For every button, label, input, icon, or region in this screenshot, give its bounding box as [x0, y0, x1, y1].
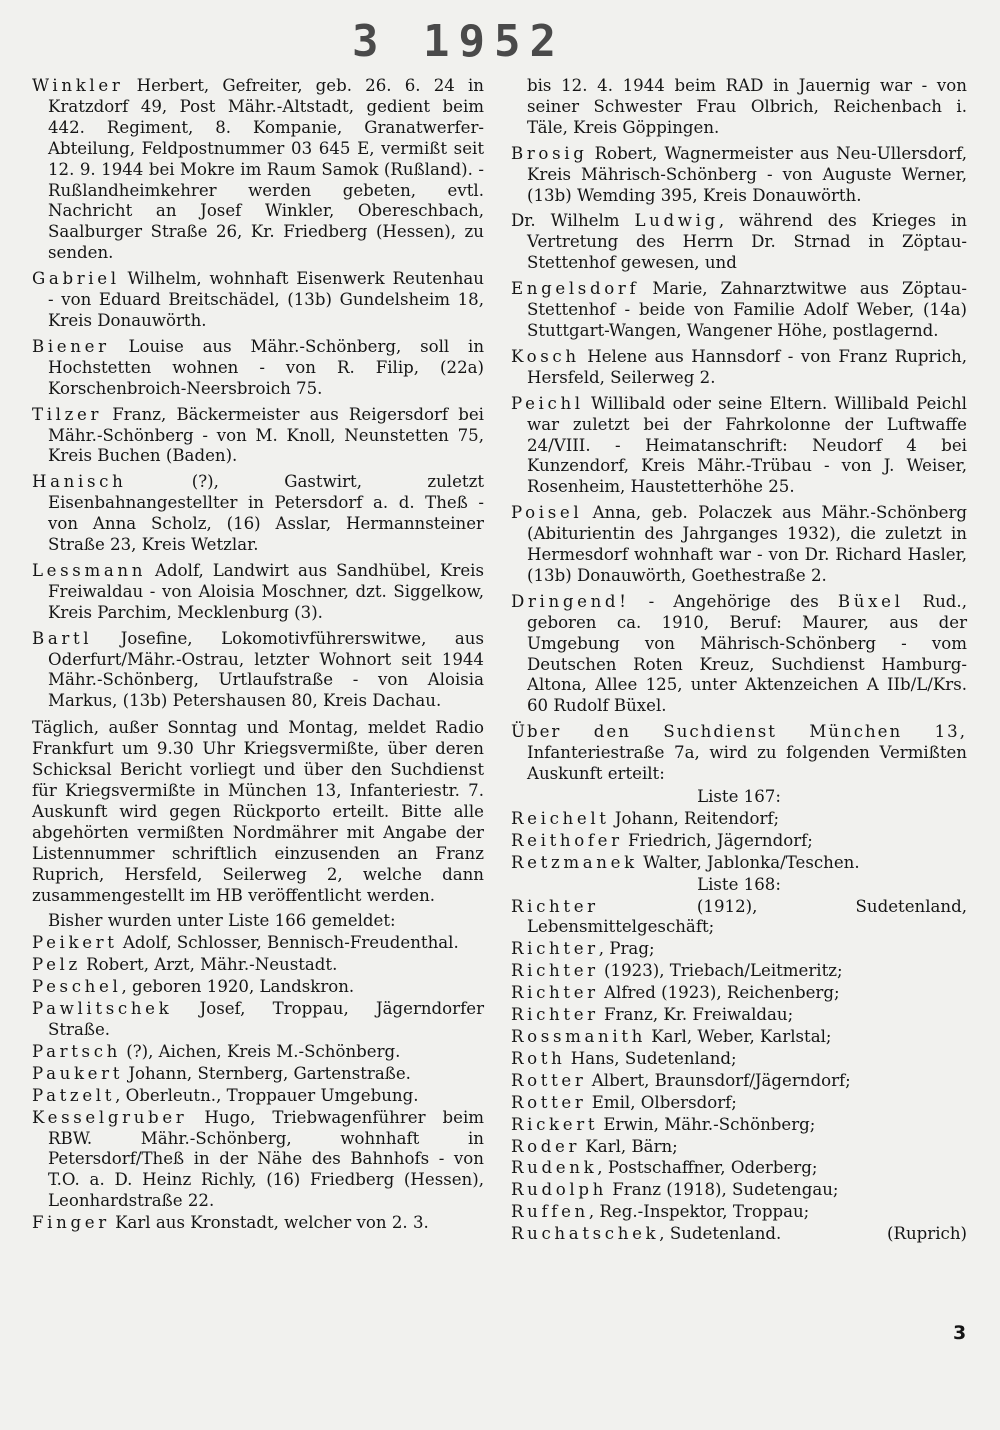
entry-ludwig — [511, 211, 967, 274]
signature: (Ruprich) — [887, 1224, 967, 1244]
list-item-name: Retzmanek — [511, 852, 638, 872]
entry-name: Bartl — [32, 628, 93, 648]
munich-service-notice — [511, 722, 967, 785]
list-item — [511, 809, 967, 830]
list-item-text: Franz, Kr. Freiwaldau; — [598, 1005, 794, 1025]
list-item — [511, 1005, 967, 1026]
entry-text: Anna, geb. Polaczek aus Mähr.-Schönberg (Abiturientin des Jahrganges 1932), die zuletzt in Hermesdorf wohnhaft war - von Dr. Richard Hasler, (13b) Donauwörth, Goethestraße 2. — [527, 503, 967, 585]
entry-text: Marie, Zahnarztwitwe aus Zöptau-Stettenhof - beide von Familie Adolf Weber, (14a) Stuttgart-Wangen, Wangener Höhe, postlagernd. — [527, 279, 967, 340]
list-item-name: Richter — [511, 1005, 599, 1025]
list-item-text: (1923), Triebach/Leitmeritz; — [598, 961, 843, 981]
entry-poisel — [511, 503, 967, 587]
munich-lead: Über den Suchdienst München 13, — [511, 722, 967, 742]
list-item — [511, 1093, 967, 1114]
list-item-name: Kesselgruber — [32, 1107, 188, 1127]
list-item-name: Peikert — [32, 933, 118, 953]
radio-notice: Täglich, außer Sonntag und Montag, meldet Radio Frankfurt um 9.30 Uhr Kriegsvermißte, über deren Schicksal Bericht vorliegt und über den Suchdienst für Kriegsvermißte in München 13, Infanteriestr. 7. Auskunft wird gegen Rückporto erteilt. Bitte alle abgehörten vermißten Nordmährer mit Angabe der Listennummer schriftlich einzusenden an Franz Ruprich, Hersfeld, Seilerweg 2, welche dann zusammengestellt im HB veröffentlicht werden. — [32, 718, 484, 905]
list-item-text: Walter, Jablonka/Teschen. — [637, 852, 860, 872]
entry-name: Gabriel — [32, 269, 120, 289]
list-168-title: Liste 168: — [697, 874, 781, 894]
entry-name: Tilzer — [32, 404, 103, 424]
entry-text: Herbert, Gefreiter, geb. 26. 6. 24 in Kratzdorf 49, Post Mähr.-Altstadt, gedient beim 442. Regiment, 8. Kompanie, Granatwerfer-Abteilung, Feldpostnummer 03 645 E, vermißt seit 12. 9. 1944 bei Mokre im Raum Samok (Rußland). - Rußlandheimkehrer werden gebeten, evtl. Nachricht an Josef Winkler, Obereschbach, Saalburger Straße 26, Kr. Friedberg (Hessen), zu senden. — [48, 76, 484, 263]
entry-biener — [32, 337, 484, 400]
urgent-text: - Angehörige des — [629, 591, 838, 611]
entry-text: (?), Gastwirt, zuletzt Eisenbahnangestellter in Petersdorf a. d. Theß - von Anna Scholz, (16) Asslar, Hermannsteiner Straße 23, Kreis Wetzlar. — [48, 472, 484, 555]
list-166-intro: Bisher wurden unter Liste 166 gemeldet: — [48, 911, 396, 931]
list-item — [32, 1086, 484, 1107]
list-item-name: Richter — [511, 961, 599, 981]
list-item — [511, 1137, 967, 1158]
entry-prefix: Dr. Wilhelm — [511, 211, 635, 231]
list-item — [511, 1071, 967, 1092]
entry-lessmann — [32, 561, 484, 624]
list-item-text: , Prag; — [598, 939, 655, 959]
list-item-name: Richter — [511, 896, 599, 916]
list-item-name: Rotter — [511, 1070, 587, 1090]
entry-text: Josefine, Lokomotivführerswitwe, aus Oderfurt/Mähr.-Ostrau, letzter Wohnort seit 1944 Mähr.-Schönberg, Urtlaufstraße - von Aloisia Markus, (13b) Petershausen 80, Kreis Dachau. — [48, 628, 484, 711]
urgent-text-rest: Rud., geboren ca. 1910, Beruf: Maurer, aus der Umgebung von Mährisch-Schönberg - vom Deutschen Roten Kreuz, Suchdienst Hamburg-Altona, Allee 125, unter Aktenzeichen A IIb/L/Krs. 60 Rudolf Büxel. — [527, 591, 967, 716]
entry-engelsdorf — [511, 279, 967, 342]
list-item-text: Alfred (1923), Reichenberg; — [598, 983, 840, 1003]
entry-name: Winkler — [32, 76, 124, 95]
list-item-text: Josef, Troppau, Jägerndorfer Straße. — [48, 999, 484, 1039]
list-item-text: , Sudetenland. — [659, 1224, 782, 1244]
list-item-text: , Oberleutn., Troppauer Umgebung. — [115, 1085, 419, 1105]
urgent-name: Büxel — [837, 591, 904, 611]
list-item-text: Friedrich, Jägerndorf; — [622, 830, 813, 850]
list-item — [511, 853, 967, 874]
list-item-text: Karl, Weber, Karlstal; — [646, 1026, 832, 1046]
list-item — [32, 955, 484, 976]
list-item-text: Johann, Reitendorf; — [609, 808, 780, 828]
list-item — [32, 1213, 484, 1234]
entry-winkler — [32, 76, 484, 264]
list-item-name: Richter — [511, 983, 599, 1003]
list-item — [511, 1027, 967, 1048]
list-item-text: , geboren 1920, Landskron. — [121, 977, 355, 997]
list-item-text: , Reg.-Inspektor, Troppau; — [588, 1202, 810, 1222]
entry-tilzer — [32, 405, 484, 468]
entry-text: Helene aus Hannsdorf - von Franz Ruprich, Hersfeld, Seilerweg 2. — [527, 346, 967, 387]
page-number: 3 — [953, 1322, 967, 1344]
entry-kosch — [511, 347, 967, 389]
list-167-title: Liste 167: — [697, 787, 781, 806]
list-item — [511, 831, 967, 852]
list-167 — [511, 809, 967, 874]
list-item — [32, 1042, 484, 1063]
entry-name: Ludwig — [634, 211, 719, 231]
entry-text: Willibald oder seine Eltern. Willibald Peichl war zuletzt bei der Fahrkolonne der Luftwaffe 24/VIII. - Heimatanschrift: Neudorf 4 bei Kunzendorf, Kreis Mähr.-Trübau - von J. Weiser, Rosenheim, Haustetterhöhe 25. — [527, 393, 967, 497]
urgent-label: Dringend! — [511, 591, 630, 611]
entry-name: Peichl — [511, 393, 584, 413]
entry-text: Louise aus Mähr.-Schönberg, soll in Hochstetten wohnen - von R. Filip, (22a) Korschenbroich-Neersbroich 75. — [48, 336, 484, 398]
entry-name: Kosch — [511, 346, 580, 366]
list-item-name: Finger — [32, 1213, 110, 1233]
list-item-name: Rickert — [511, 1114, 599, 1134]
list-item-text: Erwin, Mähr.-Schönberg; — [598, 1114, 816, 1134]
list-item-text: Adolf, Schlosser, Bennisch-Freudenthal. — [117, 933, 459, 953]
urgent-notice — [511, 592, 967, 717]
missing-persons-entries — [32, 76, 484, 712]
list-item — [32, 1108, 484, 1213]
list-item-text: Hans, Sudetenland; — [565, 1048, 737, 1068]
list-item-name: Patzelt — [32, 1085, 116, 1105]
list-item-text: Franz (1918), Sudetengau; — [606, 1180, 839, 1200]
entry-bartl — [32, 629, 484, 713]
list-item — [32, 999, 484, 1041]
list-item-text: (1912), Sudetenland, Lebensmittelgeschäft; — [527, 896, 967, 937]
list-item-text: Karl, Bärn; — [580, 1136, 678, 1156]
right-column — [511, 76, 967, 1246]
list-item-text: , Postschaffner, Oderberg; — [597, 1158, 818, 1178]
list-item — [32, 933, 484, 954]
list-item-name: Pelz — [32, 955, 81, 975]
entry-brosig — [511, 144, 967, 207]
list-item-name: Roth — [511, 1048, 566, 1068]
list-168 — [511, 897, 967, 1246]
list-item-text: Karl aus Kronstadt, welcher von 2. 3. — [109, 1213, 429, 1233]
list-item-text: Albert, Braunsdorf/Jägerndorf; — [586, 1070, 851, 1090]
list-item-last — [511, 1224, 967, 1245]
list-166 — [32, 933, 484, 1234]
entry-text: Franz, Bäckermeister aus Reigersdorf bei Mähr.-Schönberg - von M. Knoll, Neunstetten 75, Kreis Buchen (Baden). — [48, 404, 484, 466]
list-item — [511, 939, 967, 960]
list-item — [511, 1202, 967, 1223]
entry-name: Biener — [32, 336, 110, 356]
list-item — [32, 1064, 484, 1085]
entry-text: Wilhelm, wohnhaft Eisenwerk Reutenhau - von Eduard Breitschädel, (13b) Gundelsheim 18, Kreis Donauwörth. — [48, 269, 484, 330]
list-item-name: Rotter — [511, 1092, 587, 1112]
entry-text: Adolf, Landwirt aus Sandhübel, Kreis Freiwaldau - von Aloisia Moschner, dzt. Siggelkow, Kreis Parchim, Mecklenburg (3). — [48, 560, 484, 622]
list-item-name: Richter — [511, 939, 599, 959]
entry-gabriel — [32, 269, 484, 332]
list-item-name: Partsch — [32, 1041, 121, 1061]
list-item-name: Roder — [511, 1136, 581, 1156]
entry-hanisch — [32, 472, 484, 556]
entry-name: Hanisch — [32, 472, 127, 492]
list-item-name: Ruchatschek — [511, 1224, 660, 1244]
list-item-name: Ruffen — [511, 1202, 589, 1222]
list-item-text: (?), Aichen, Kreis M.-Schönberg. — [120, 1041, 401, 1061]
entry-name: Brosig — [511, 143, 588, 163]
entry-text: Robert, Wagnermeister aus Neu-Ullersdorf, Kreis Mährisch-Schönberg - von Auguste Werner, (13b) Wemding 395, Kreis Donauwörth. — [527, 143, 967, 205]
list-item — [511, 1158, 967, 1179]
list-item — [511, 983, 967, 1004]
list-item-text: Robert, Arzt, Mähr.-Neustadt. — [80, 955, 338, 975]
list-item-text: Emil, Olbersdorf; — [586, 1092, 737, 1112]
entry-text: , während des Krieges in Vertretung des Herrn Dr. Strnad in Zöptau-Stettenhof gewesen, und — [527, 211, 967, 273]
left-column — [32, 76, 484, 1235]
list-item-name: Rossmanith — [511, 1026, 647, 1046]
list-item-name: Paukert — [32, 1063, 124, 1083]
list-item-name: Rudenk — [511, 1158, 598, 1178]
list-item-name: Rudolph — [511, 1180, 607, 1200]
list-item — [511, 1115, 967, 1136]
entry-peichl — [511, 394, 967, 499]
year-stamp: 3 1952 — [352, 16, 565, 67]
list-item — [511, 1180, 967, 1201]
entry-name: Engelsdorf — [511, 279, 640, 299]
continuation-text: bis 12. 4. 1944 beim RAD in Jauernig war - von seiner Schwester Frau Olbrich, Reichenbach i. Täle, Kreis Göppingen. — [527, 76, 967, 137]
list-item — [511, 961, 967, 982]
list-item — [32, 977, 484, 998]
list-item-name: Reichelt — [511, 808, 610, 828]
entry-name: Lessmann — [32, 560, 147, 580]
munich-text: Infanteriestraße 7a, wird zu folgenden Vermißten Auskunft erteilt: — [527, 743, 967, 784]
list-item — [511, 1049, 967, 1070]
list-item-name: Reithofer — [511, 830, 623, 850]
list-item-text: Johann, Sternberg, Gartenstraße. — [123, 1063, 411, 1083]
entry-name: Poisel — [511, 503, 583, 523]
list-item-text: Hugo, Triebwagenführer beim RBW. Mähr.-Schönberg, wohnhaft in Petersdorf/Theß in der Nähe des Bahnhofs - von T.O. a. D. Heinz Richly, (16) Friedberg (Hessen), Leonhardstraße 22. — [48, 1107, 484, 1211]
list-item-name: Peschel — [32, 977, 122, 997]
list-item-name: Pawlitschek — [32, 999, 173, 1019]
list-item — [511, 897, 967, 939]
